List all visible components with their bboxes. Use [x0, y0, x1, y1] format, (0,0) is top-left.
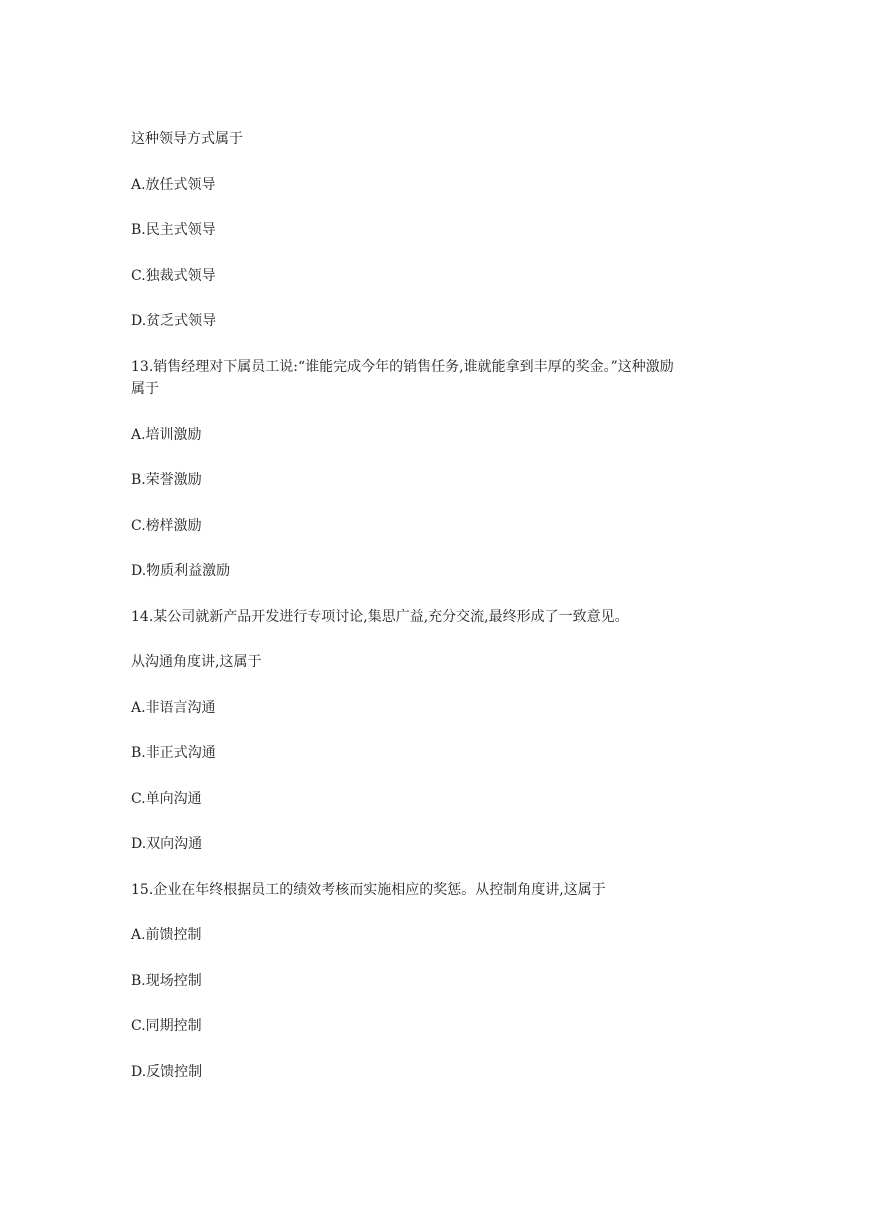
q12-option-c: C.独裁式领导: [131, 268, 216, 284]
q14-option-c: C.单向沟通: [131, 791, 202, 807]
q13-option-a: A.培训激励: [131, 427, 202, 443]
q13-option-d: D.物质利益激励: [131, 563, 231, 579]
q13-stem-line1: 13.销售经理对下属员工说:“谁能完成今年的销售任务,谁就能拿到丰厚的奖金。”这种激励: [131, 359, 674, 375]
q15-option-a: A.前馈控制: [131, 927, 202, 943]
q15-option-c: C.同期控制: [131, 1018, 202, 1034]
q12-stem-tail: 这种领导方式属于: [131, 131, 243, 147]
q14-option-a: A.非语言沟通: [131, 700, 216, 716]
q14-stem-line2: 从沟通角度讲,这属于: [131, 654, 262, 670]
q13-stem-line2: 属于: [131, 381, 159, 397]
q15-stem: 15.企业在年终根据员工的绩效考核而实施相应的奖惩。从控制角度讲,这属于: [131, 882, 606, 898]
q13-option-b: B.荣誉激励: [131, 472, 202, 488]
q15-option-b: B.现场控制: [131, 973, 202, 989]
q14-option-d: D.双向沟通: [131, 836, 203, 852]
q15-option-d: D.反馈控制: [131, 1064, 203, 1080]
q12-option-a: A.放任式领导: [131, 177, 216, 193]
q14-option-b: B.非正式沟通: [131, 745, 216, 761]
q13-option-c: C.榜样激励: [131, 518, 202, 534]
q12-option-b: B.民主式领导: [131, 222, 216, 238]
q14-stem-line1: 14.某公司就新产品开发进行专项讨论,集思广益,充分交流,最终形成了一致意见。: [131, 609, 629, 625]
q12-option-d: D.贫乏式领导: [131, 313, 217, 329]
